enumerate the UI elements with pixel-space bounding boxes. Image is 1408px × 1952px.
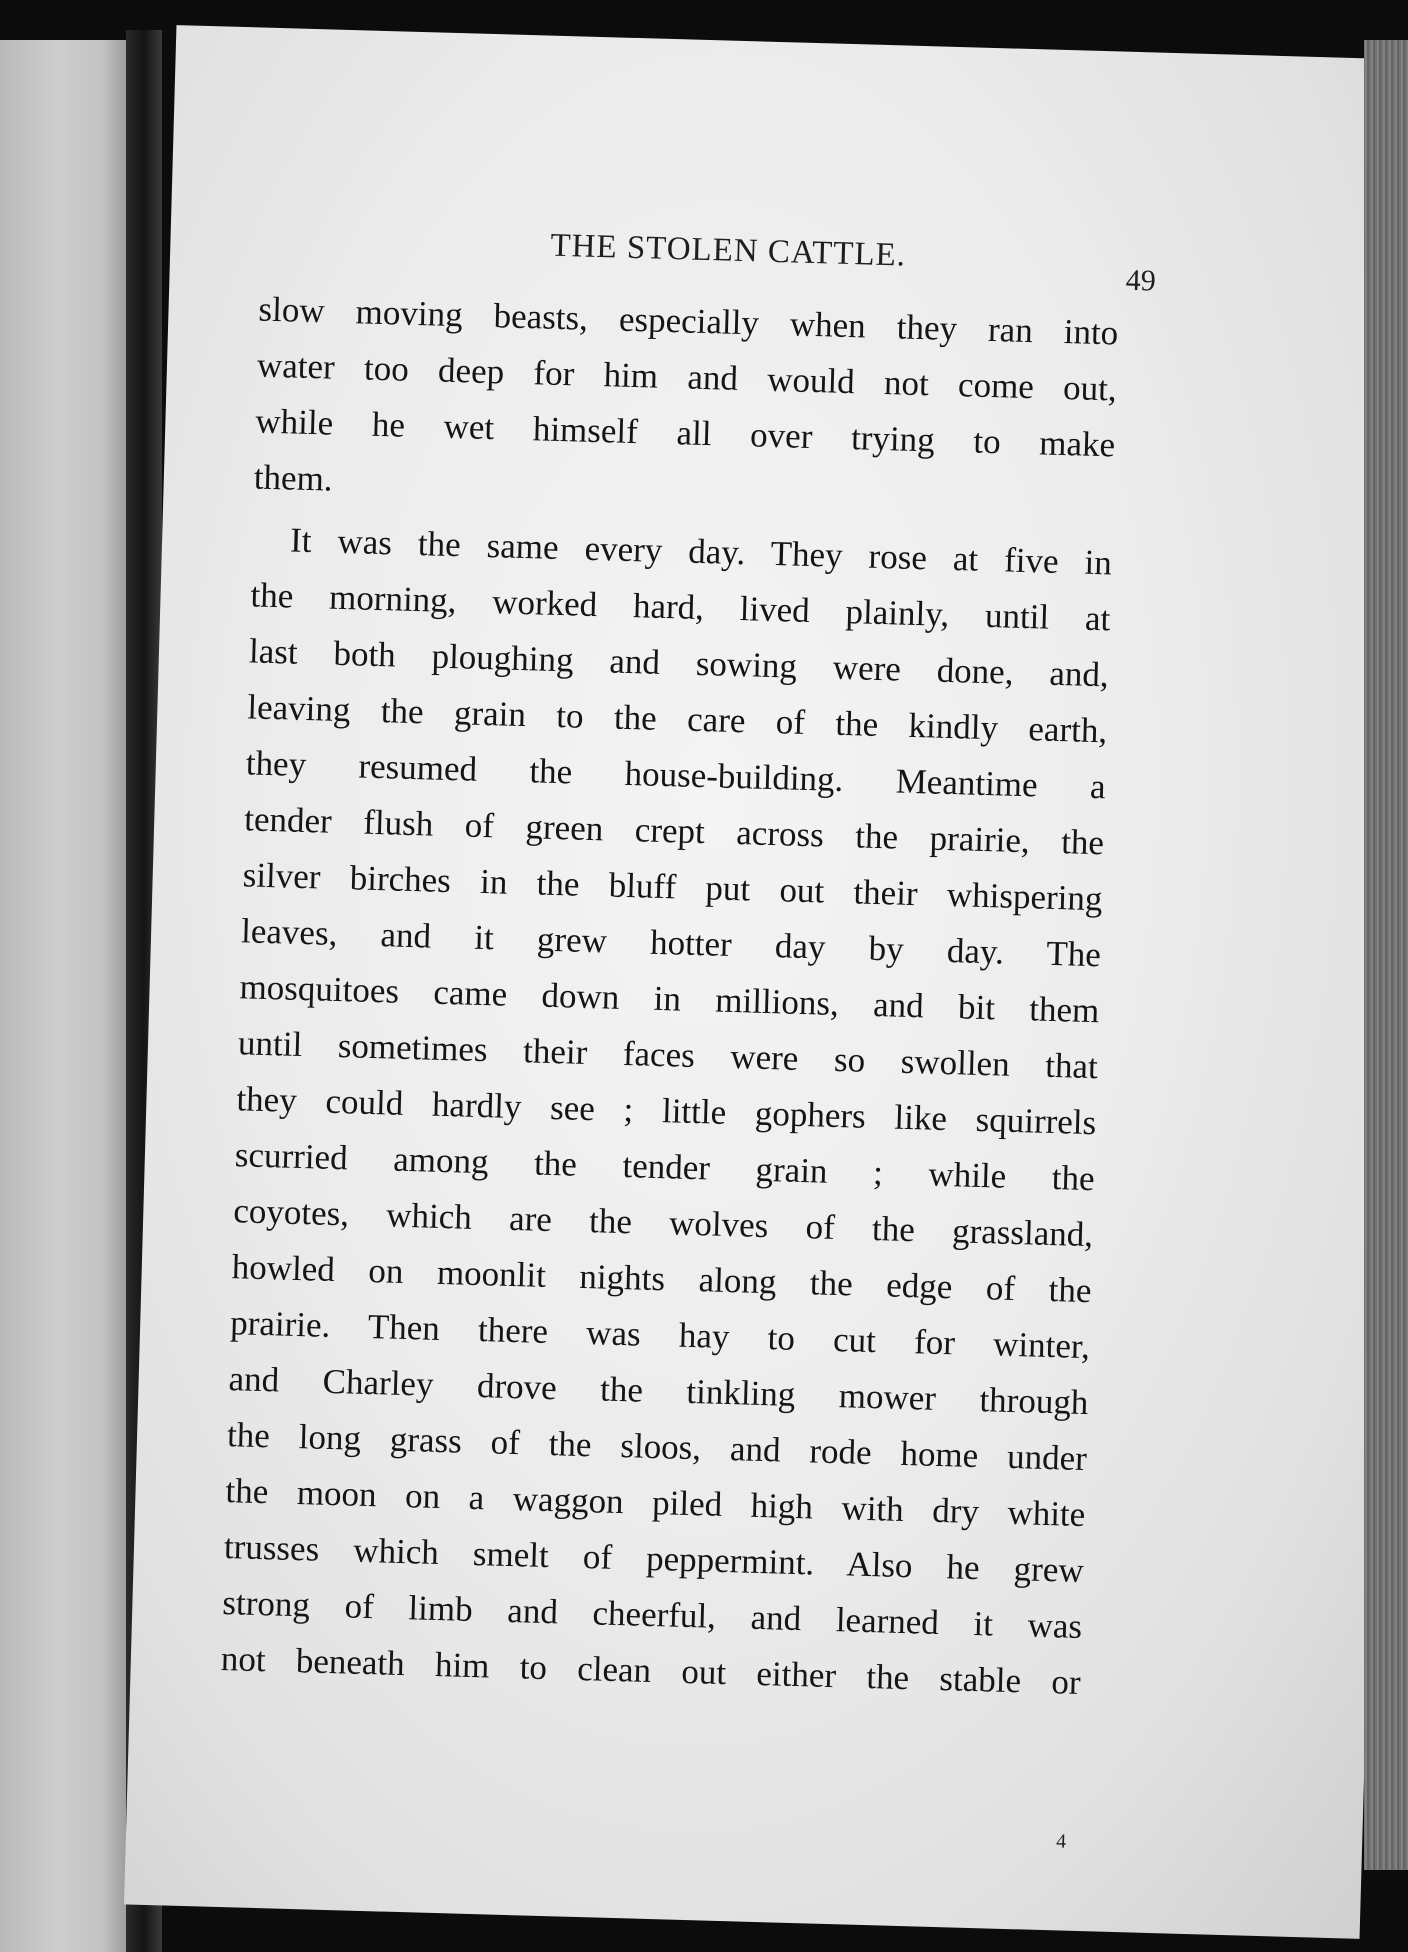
body-text <box>220 282 1119 1711</box>
text-line: they resumed the house-building. Meantime a <box>245 743 1107 807</box>
text-line: leaving the grain to the care of the kindly earth, <box>246 687 1108 751</box>
text-line: not beneath him to clean out either the stable or <box>220 1638 1082 1702</box>
text-line: them. <box>253 457 334 499</box>
text-line: howled on moonlit nights along the edge of the <box>231 1247 1093 1311</box>
text-line: last both ploughing and sowing were done, and, <box>248 631 1110 695</box>
text-line: silver birches in the bluff put out their whispering <box>242 855 1103 919</box>
text-line: leaves, and it grew hotter day by day. The <box>240 911 1102 975</box>
text-line: mosquitoes came down in millions, and bit them <box>239 967 1100 1031</box>
text-line: and Charley drove the tinkling mower through <box>228 1359 1089 1423</box>
page-block-edge <box>1364 40 1408 1870</box>
text-line: the moon on a waggon piled high with dry white <box>225 1471 1086 1535</box>
text-line: water too deep for him and would not come out, <box>256 345 1118 409</box>
paragraph-2 <box>220 511 1113 1711</box>
text-line: they could hardly see ; little gophers like squirrels <box>235 1079 1097 1143</box>
text-line: tender flush of green crept across the prairie, the <box>243 799 1105 863</box>
paragraph-1 <box>253 282 1119 530</box>
text-line: strong of limb and cheerful, and learned it was <box>221 1583 1083 1647</box>
text-line: while he wet himself all over trying to make <box>254 401 1116 465</box>
text-line: until sometimes their faces were so swollen that <box>237 1023 1099 1087</box>
text-line: scurried among the tender grain ; while the <box>234 1135 1096 1199</box>
signature-mark: 4 <box>1055 1830 1067 1853</box>
text-line: the long grass of the sloos, and rode home under <box>226 1415 1088 1479</box>
text-line: It was the same every day. They rose at five in <box>289 520 1113 583</box>
book-page <box>124 25 1408 1939</box>
page-number: 49 <box>1125 263 1157 298</box>
text-line: slow moving beasts, especially when they ran into <box>258 289 1119 353</box>
facing-page-edge <box>0 40 128 1952</box>
text-line: trusses which smelt of peppermint. Also he grew <box>223 1527 1085 1591</box>
text-line: prairie. Then there was hay to cut for winter, <box>229 1303 1091 1367</box>
running-head: THE STOLEN CATTLE. <box>549 227 907 274</box>
text-line: coyotes, which are the wolves of the grassland, <box>232 1191 1094 1255</box>
text-line: the morning, worked hard, lived plainly, until at <box>250 575 1111 639</box>
